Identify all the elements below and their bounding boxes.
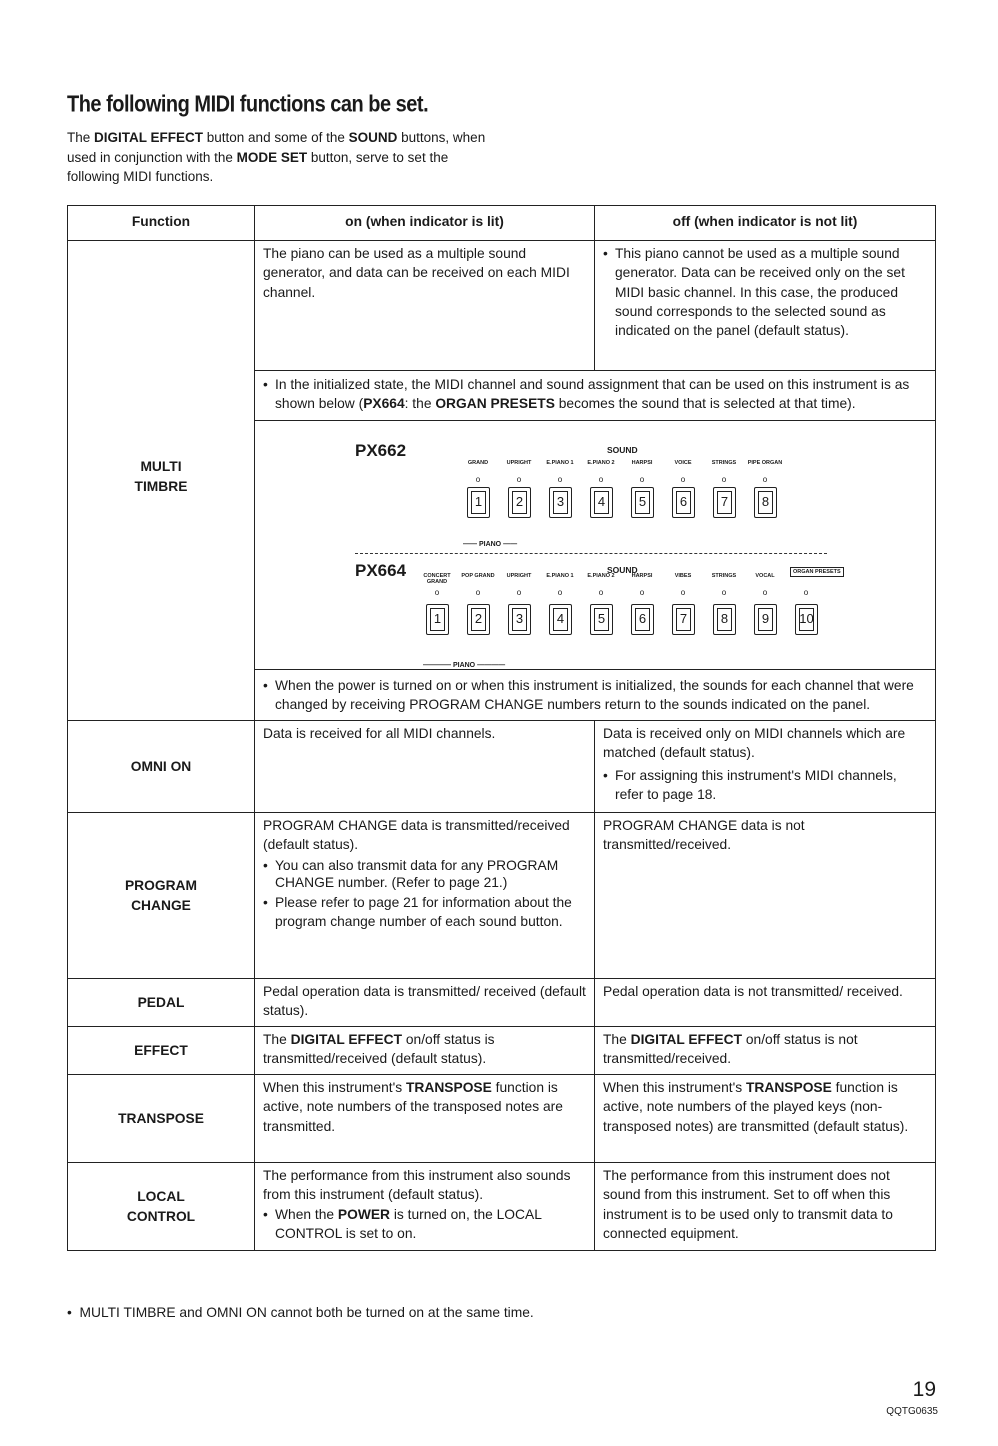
px662-sound-button-number: 7 <box>717 491 732 514</box>
px662-sound-label: SOUND <box>607 444 638 455</box>
px662-sound-button <box>549 487 572 518</box>
local-control-off: The performance from this instrument does not sound from this instrument. Set to off when this instrument is to be used only to transmit data to connected equipment. <box>595 1163 936 1251</box>
footnote: • MULTI TIMBRE and OMNI ON cannot both be turned on at the same time. <box>67 1305 534 1320</box>
function-effect: EFFECT <box>68 1027 255 1075</box>
px662-indicator-lamp: o <box>475 474 481 484</box>
page-heading: The following MIDI functions can be set. <box>67 92 429 118</box>
px664-indicator-lamp: o <box>803 587 809 597</box>
px664-sound-button-number: 8 <box>717 608 732 631</box>
header-off: off (when indicator is not lit) <box>595 206 936 241</box>
px664-indicator-lamp: o <box>680 587 686 597</box>
px664-indicator-lamp: o <box>475 587 481 597</box>
px662-sound-button-number: 2 <box>512 491 527 514</box>
px664-indicator-lamp: o <box>434 587 440 597</box>
px664-sound-label: STRINGS <box>711 572 737 579</box>
header-function: Function <box>68 206 255 241</box>
px664-sound-button-number: 10 <box>799 608 814 631</box>
px664-sound-button <box>549 604 572 635</box>
px662-indicator-lamp: o <box>762 474 768 484</box>
px662-sound-button <box>467 487 490 518</box>
px662-sound-label: HARPSI <box>631 459 653 466</box>
divider-dashed <box>355 553 827 554</box>
table-row <box>68 979 936 1027</box>
px662-sound-button <box>672 487 695 518</box>
px662-sound-button-number: 3 <box>553 491 568 514</box>
function-pedal: PEDAL <box>68 979 255 1027</box>
px662-sound-button-number: 6 <box>676 491 691 514</box>
px662-sound-label: PIPE ORGAN <box>747 459 783 466</box>
px662-sound-button-number: 1 <box>471 491 486 514</box>
table-row <box>68 1163 936 1251</box>
px662-sound-button <box>713 487 736 518</box>
px664-sound-label: E.PIANO 2 <box>587 572 615 579</box>
px664-sound-label: E.PIANO 1 <box>546 572 574 579</box>
px662-sound-button-number: 8 <box>758 491 773 514</box>
px662-indicator-lamp: o <box>721 474 727 484</box>
px662-sound-label: UPRIGHT <box>506 459 532 466</box>
px662-sound-button <box>590 487 613 518</box>
px662-sound-button-number: 4 <box>594 491 609 514</box>
multi-timbre-on: The piano can be used as a multiple sound generator, and data can be received on each MIDI channel. <box>255 241 595 371</box>
px662-sound-label: E.PIANO 2 <box>587 459 615 466</box>
px662-sound-button <box>508 487 531 518</box>
px662-indicator-lamp: o <box>598 474 604 484</box>
px664-sound-button <box>590 604 613 635</box>
px662-sound-label: GRAND <box>467 459 489 466</box>
function-transpose: TRANSPOSE <box>68 1075 255 1163</box>
px664-sound-label: CONCERT GRAND <box>423 572 451 585</box>
px664-sound-label: VIBES <box>674 572 692 579</box>
effect-on: The DIGITAL EFFECT on/off status is transmitted/received (default status). <box>255 1027 595 1075</box>
function-local-control: LOCAL CONTROL <box>68 1163 255 1251</box>
px664-sound-button <box>713 604 736 635</box>
px664-sound-button <box>754 604 777 635</box>
px664-sound-button <box>508 604 531 635</box>
px664-sound-label: SOUND <box>607 564 638 575</box>
px664-sound-button-number: 3 <box>512 608 527 631</box>
function-multi-timbre: MULTI TIMBRE <box>68 241 255 721</box>
transpose-on: When this instrument's TRANSPOSE function is active, note numbers of the transposed notes are transmitted. <box>255 1075 595 1163</box>
px662-sound-label: STRINGS <box>711 459 737 466</box>
px664-indicator-lamp: o <box>557 587 563 597</box>
px664-sound-button <box>631 604 654 635</box>
px662-indicator-lamp: o <box>557 474 563 484</box>
px664-sound-button <box>467 604 490 635</box>
table-row <box>68 1027 936 1075</box>
px664-sound-button-number: 6 <box>635 608 650 631</box>
px664-indicator-lamp: o <box>516 587 522 597</box>
px664-model-label: PX664 <box>355 560 407 580</box>
table-header-row <box>68 206 936 241</box>
px664-sound-button-number: 5 <box>594 608 609 631</box>
document-code: QQTG0635 <box>886 1406 938 1417</box>
px664-indicator-lamp: o <box>639 587 645 597</box>
page-number: 19 <box>912 1378 936 1401</box>
px664-sound-button <box>426 604 449 635</box>
px664-indicator-lamp: o <box>721 587 727 597</box>
px664-sound-label: UPRIGHT <box>506 572 532 579</box>
table-row <box>68 241 936 371</box>
px662-sound-label: E.PIANO 1 <box>546 459 574 466</box>
px664-piano-bracket: ———— PIANO ———— <box>423 661 506 669</box>
px662-indicator-lamp: o <box>680 474 686 484</box>
transpose-off: When this instrument's TRANSPOSE function is active, note numbers of the played keys (non-transposed notes) are transmitted (default status). <box>595 1075 936 1163</box>
px664-sound-button-number: 9 <box>758 608 773 631</box>
pedal-off: Pedal operation data is not transmitted/ received. <box>595 979 936 1027</box>
function-omni-on: OMNI ON <box>68 721 255 813</box>
sound-assignment-diagram <box>255 420 936 669</box>
px664-sound-label: VOCAL <box>755 572 775 579</box>
omni-on-off: Data is received only on MIDI channels which are matched (default status). • For assigning this instrument's MIDI channels, refer to page 18. <box>595 721 936 813</box>
px662-sound-button <box>754 487 777 518</box>
header-on: on (when indicator is lit) <box>255 206 595 241</box>
local-control-on: The performance from this instrument also sounds from this instrument (default status). • When the POWER is turned on, the LOCAL CONTROL is set to on. <box>255 1163 595 1251</box>
function-program-change: PROGRAM CHANGE <box>68 813 255 979</box>
table-row <box>68 721 936 813</box>
px662-sound-label: VOICE <box>674 459 692 466</box>
multi-timbre-note1: • In the initialized state, the MIDI channel and sound assignment that can be used on this instrument is as shown below (PX664: the ORGAN PRESETS becomes the sound that is selected at that time). <box>255 371 936 421</box>
px664-sound-button-number: 2 <box>471 608 486 631</box>
px664-sound-button-number: 7 <box>676 608 691 631</box>
px662-piano-bracket: —— PIANO —— <box>463 540 518 548</box>
px664-sound-label: ORGAN PRESETS <box>790 567 844 577</box>
px664-sound-label: POP GRAND <box>461 572 495 579</box>
px662-indicator-lamp: o <box>516 474 522 484</box>
px664-indicator-lamp: o <box>598 587 604 597</box>
px662-indicator-lamp: o <box>639 474 645 484</box>
omni-on-on: Data is received for all MIDI channels. <box>255 721 595 813</box>
px662-sound-button-number: 5 <box>635 491 650 514</box>
px664-indicator-lamp: o <box>762 587 768 597</box>
effect-off: The DIGITAL EFFECT on/off status is not transmitted/received. <box>595 1027 936 1075</box>
px664-sound-button <box>672 604 695 635</box>
intro-paragraph: The DIGITAL EFFECT button and some of the SOUND buttons, when used in conjunction with the MODE SET button, serve to set the following MIDI functions. <box>67 130 486 184</box>
pedal-on: Pedal operation data is transmitted/ received (default status). <box>255 979 595 1027</box>
program-change-on: PROGRAM CHANGE data is transmitted/received (default status). • You can also transmit data for any PROGRAM CHANGE number. (Refer to page 21.) • Please refer to page 21 for information about the program change number of each sound button. <box>255 813 595 979</box>
px664-sound-label: HARPSI <box>631 572 653 579</box>
midi-functions-table <box>67 205 936 1251</box>
px664-sound-button-number: 4 <box>553 608 568 631</box>
table-row <box>68 1075 936 1163</box>
px664-sound-button <box>795 604 818 635</box>
px664-sound-button-number: 1 <box>430 608 445 631</box>
table-row <box>68 813 936 979</box>
multi-timbre-note2: • When the power is turned on or when this instrument is initialized, the sounds for each channel that were changed by receiving PROGRAM CHANGE numbers return to the sounds indicated on the panel. <box>255 669 936 721</box>
program-change-off: PROGRAM CHANGE data is not transmitted/received. <box>595 813 936 979</box>
multi-timbre-off: • This piano cannot be used as a multiple sound generator. Data can be received only on the set MIDI basic channel. In this case, the produced sound corresponds to the selected sound as indicated on the panel (default status). <box>595 241 936 371</box>
px662-sound-button <box>631 487 654 518</box>
px662-model-label: PX662 <box>355 440 407 460</box>
